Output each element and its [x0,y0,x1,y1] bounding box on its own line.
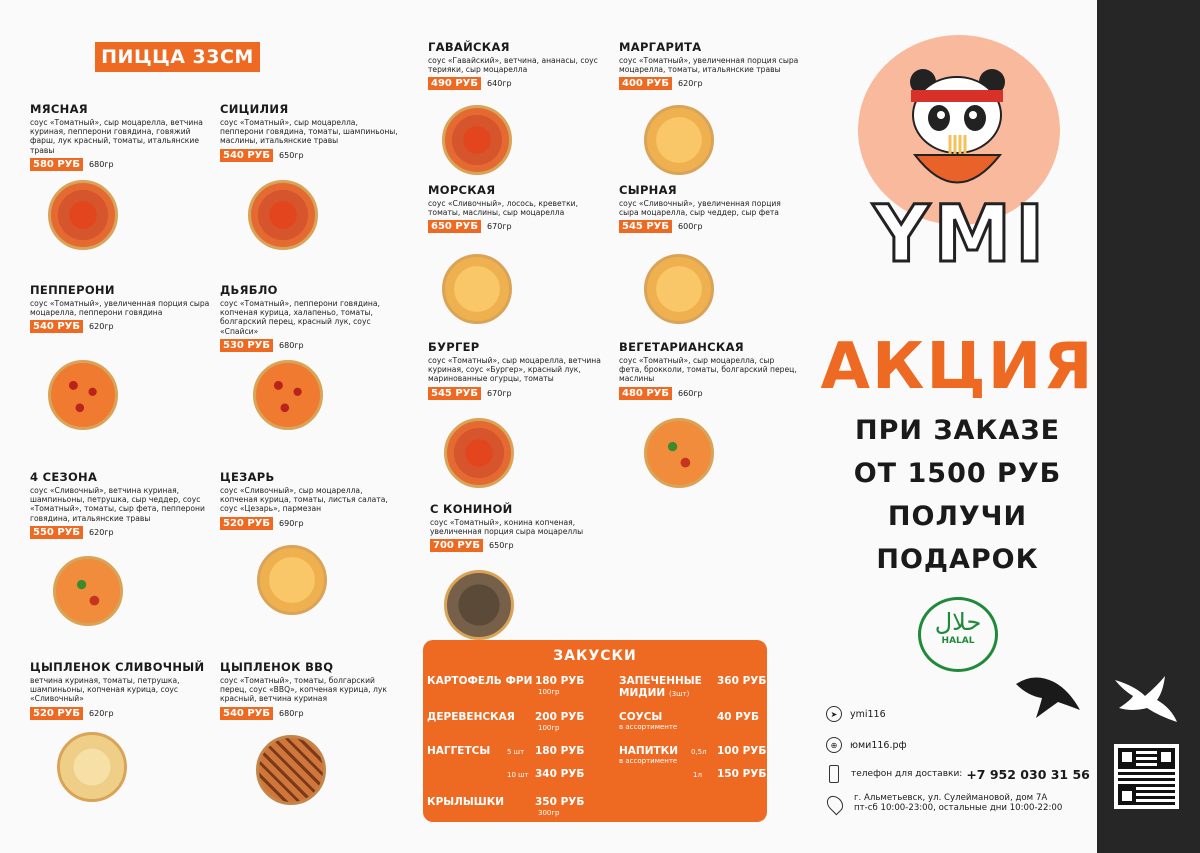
phone-icon [829,765,839,783]
pizza-name: С КОНИНОЙ [430,502,513,516]
pizza-desc: соус «Томатный», пепперони говядина, копченая курица, халапеньо, томаты, болгарский перец, красный лук, соус «Спайси» [220,299,380,336]
pizza-image [444,418,514,488]
pizza-desc: соус «Сливочный», ветчина куриная, шампиньоны, петрушка, сыр чеддер, соус «Томатный», томаты, сыр фета, пепперони говядина, итальянские травы [30,486,205,523]
halal-badge [918,597,998,672]
pizza-price: 520 РУБ [30,707,83,720]
pizza-image [48,360,118,430]
pizza-image [53,556,123,626]
snack-note: в ассортименте [619,723,678,731]
pizza-price: 530 РУБ [220,339,273,352]
pizza-price: 490 РУБ [428,77,481,90]
pizza-desc: соус «Томатный», сыр моцарелла, сыр фета, брокколи, томаты, болгарский перец, маслины [619,356,797,384]
snacks-box [423,640,767,822]
promo-line: ПОЛУЧИ [887,501,1028,532]
snack-note: в ассортименте [619,757,678,765]
promo-line: ПОДАРОК [876,544,1039,575]
pizza-item [619,183,799,233]
promo-line: ПРИ ЗАКАЗЕ [854,415,1061,446]
globe-icon: ⊕ [826,737,842,753]
snack-price: 340 РУБ [535,768,585,780]
qr-code-icon [1114,744,1179,809]
pizza-weight: 680гр [279,340,304,350]
phone-number: +7 952 030 31 56 [966,766,1090,782]
pizza-image [253,360,323,430]
pizza-weight: 640гр [487,79,512,89]
snack-qty: 10 шт [507,771,529,779]
pizza-weight: 670гр [487,222,512,232]
pizza-weight: 620гр [89,527,114,537]
snack-drinks: НАПИТКИ [619,745,679,757]
pizza-weight: 680гр [279,708,304,718]
pizza-item [220,660,400,720]
pizza-image [48,180,118,250]
side-strip [1097,0,1200,853]
pizza-price: 580 РУБ [30,158,83,171]
location-pin-icon [824,793,847,816]
pizza-weight: 620гр [89,708,114,718]
pizza-name: ЦЕЗАРЬ [220,470,275,484]
pizza-item [30,283,210,333]
telegram-icon: ➤ [826,706,842,722]
snacks-title: ЗАКУСКИ [553,648,637,664]
snack-price: 360 РУБ [717,675,767,687]
pizza-item [430,502,610,552]
pizza-desc: соус «Томатный», конина копченая, увеличенная порция сыра моцареллы [430,518,584,537]
panda-icon [895,60,1020,200]
pizza-name: ВЕГЕТАРИАНСКАЯ [619,340,744,354]
pizza-price: 540 РУБ [30,320,83,333]
pizza-price: 545 РУБ [428,387,481,400]
snack-price: 40 РУБ [717,711,760,723]
snack-price: 200 РУБ [535,711,585,723]
pizza-image [248,180,318,250]
halal-arabic: حلال [934,608,982,636]
snack-qty: (3шт) [669,690,690,698]
pizza-price: 700 РУБ [430,539,483,552]
pizza-item [619,340,799,400]
pizza-weight: 650гр [279,150,304,160]
pizza-image [442,254,512,324]
snack-fries: КАРТОФЕЛЬ ФРИ [427,675,533,687]
pizza-name: ЦЫПЛЕНОК СЛИВОЧНЫЙ [30,660,205,674]
pizza-name: БУРГЕР [428,340,480,354]
pizza-price: 480 РУБ [619,387,672,400]
pizza-weight: 670гр [487,388,512,398]
pizza-desc: ветчина куриная, томаты, петрушка, шампиньоны, копченая курица, соус «Сливочный» [30,676,180,704]
pizza-item [428,40,608,90]
pizza-item [30,470,210,539]
pizza-item [619,40,799,90]
pizza-item [428,183,608,233]
contact-telegram [826,706,886,722]
contact-site [826,737,907,753]
pizza-weight: 620гр [89,322,114,332]
pizza-item [30,660,210,720]
hours-text: пт-сб 10:00-23:00, остальные дни 10:00-22:00 [854,803,1063,813]
pizza-price: 400 РУБ [619,77,672,90]
pizza-image [442,105,512,175]
address-text: г. Альметьевск, ул. Сулеймановой, дом 7А [854,793,1048,803]
pizza-desc: соус «Томатный», увеличенная порция сыра моцарелла, пепперони говядина [30,299,210,318]
pizza-name: МОРСКАЯ [428,183,496,197]
pizza-item [220,283,400,352]
pizza-price: 550 РУБ [30,526,83,539]
snack-price: 350 РУБ [535,796,585,808]
pizza-price: 545 РУБ [619,220,672,233]
snack-qty: 1л [693,771,702,779]
promo-line: ОТ 1500 РУБ [853,458,1062,489]
pizza-desc: соус «Гавайский», ветчина, ананасы, соус терияки, сыр моцарелла [428,56,598,75]
pizza-weight: 620гр [678,79,703,89]
pizza-image [444,570,514,640]
contact-phone [826,765,1090,783]
pizza-desc: соус «Томатный», сыр моцарелла, ветчина куриная, пепперони говядина, говяжий фарш, лук красный, томаты, итальянские травы [30,118,203,155]
pizza-item [428,340,608,400]
logo-text: YMI [873,190,1049,280]
pizza-weight: 660гр [678,388,703,398]
snack-price: 180 РУБ [535,675,585,687]
snack-weight: 300гр [538,809,560,817]
pizza-image [257,545,327,615]
snack-sauces: СОУСЫ [619,711,663,723]
pizza-item [220,470,400,530]
pizza-name: МЯСНАЯ [30,102,88,116]
pizza-desc: соус «Томатный», увеличенная порция сыра моцарелла, томаты, итальянские травы [619,56,799,75]
pizza-desc: соус «Томатный», сыр моцарелла, ветчина куриная, соус «Бургер», красный лук, маринованные огурцы, томаты [428,356,601,384]
pizza-price: 540 РУБ [220,149,273,162]
pizza-price: 650 РУБ [428,220,481,233]
snack-nuggets: НАГГЕТСЫ [427,745,491,757]
section-title: ПИЦЦА 33СМ [95,42,260,72]
fish-icon [1014,672,1084,722]
pizza-desc: соус «Сливочный», увеличенная порция сыра моцарелла, сыр чеддер, сыр фета [619,199,781,218]
pizza-image [644,254,714,324]
pizza-desc: соус «Сливочный», сыр моцарелла, копченая курица, томаты, листья салата, соус «Цезарь», пармезан [220,486,388,514]
pizza-weight: 690гр [279,518,304,528]
pizza-name: ГАВАЙСКАЯ [428,40,510,54]
pizza-name: МАРГАРИТА [619,40,702,54]
contact-address [826,793,1062,813]
snack-mussels: ЗАПЕЧЕННЫЕ [619,675,702,687]
promo-title: АКЦИЯ [820,330,1095,404]
pizza-image [644,105,714,175]
snack-weight: 100гр [538,724,560,732]
pizza-name: СИЦИЛИЯ [220,102,289,116]
pizza-price: 520 РУБ [220,517,273,530]
pizza-weight: 680гр [89,159,114,169]
pizza-item [220,102,400,162]
pizza-name: ЦЫПЛЕНОК BBQ [220,660,334,674]
snack-qty: 0,5л [691,748,707,756]
pizza-name: ПЕППЕРОНИ [30,283,115,297]
pizza-weight: 650гр [489,541,514,551]
pizza-name: 4 СЕЗОНА [30,470,98,484]
snack-wings: КРЫЛЫШКИ [427,796,505,808]
pizza-price: 540 РУБ [220,707,273,720]
snack-qty: 5 шт [507,748,525,756]
site-url: юми116.рф [850,739,907,751]
snack-price: 180 РУБ [535,745,585,757]
pizza-name: ДЬЯБЛО [220,283,278,297]
telegram-handle: ymi116 [850,708,886,720]
snack-mussels: МИДИИ [619,687,666,699]
pizza-desc: соус «Томатный», томаты, болгарский перец, соус «BBQ», копченая курица, лук красный, ветчина куриная [220,676,387,704]
snack-price: 100 РУБ [717,745,767,757]
pizza-desc: соус «Томатный», сыр моцарелла, пепперони говядина, томаты, шампиньоны, маслины, итальянские травы [220,118,398,146]
snack-price: 150 РУБ [717,768,767,780]
halal-latin: HALAL [941,636,975,646]
snack-country: ДЕРЕВЕНСКАЯ [427,711,515,723]
pizza-name: СЫРНАЯ [619,183,677,197]
pizza-item [30,102,210,171]
pizza-image [256,735,326,805]
fish-icon [1111,672,1181,727]
phone-label: телефон для доставки: [851,769,963,779]
pizza-image [644,418,714,488]
snack-weight: 100гр [538,688,560,696]
pizza-desc: соус «Сливочный», лосось, креветки, томаты, маслины, сыр моцарелла [428,199,579,218]
pizza-image [57,732,127,802]
pizza-weight: 600гр [678,222,703,232]
